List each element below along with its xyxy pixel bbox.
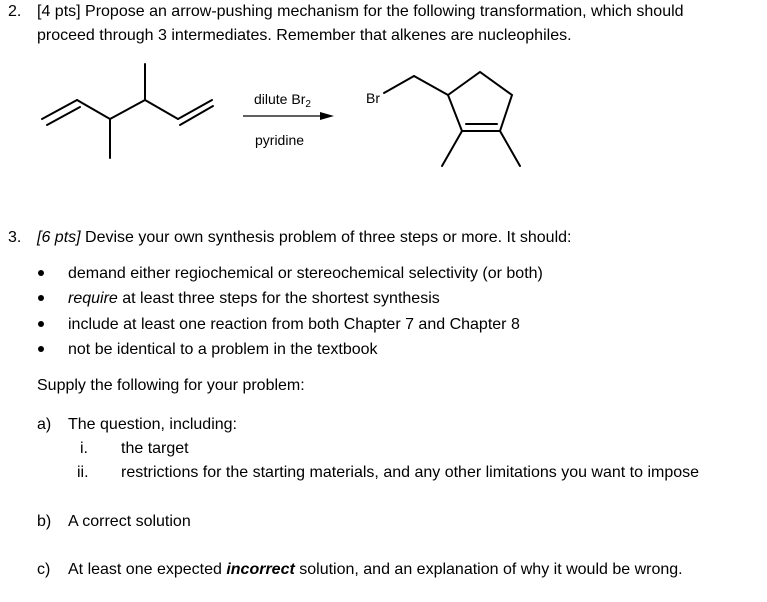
part-c-label: c) [37,561,51,578]
question-2-line-2: proceed through 3 intermediates. Remember that alkenes are nucleophiles. [37,27,572,44]
supply-instruction: Supply the following for your problem: [37,377,305,394]
bullet-dot [38,346,44,352]
question-3-intro [37,228,571,248]
part-a-label: a) [37,416,52,433]
part-a-ii-label: ii. [77,464,89,481]
question-2-line-1: [4 pts] Propose an arrow-pushing mechanism for the following transformation, which should [37,3,684,20]
reactant-structure [42,64,213,158]
part-c-text-post: solution, and an explanation of why it would be wrong. [294,561,683,578]
reagent-top-subscript: 2 [305,99,311,110]
reaction-scheme [0,0,767,230]
part-b-label: b) [37,513,52,530]
part-c-emphasis: incorrect [226,561,295,578]
part-c-text [68,560,683,580]
part-a-i-text: the target [121,440,189,457]
reagent-top-main: dilute Br [254,91,306,107]
bullet-item-2 [68,289,440,309]
bullet-dot [38,270,44,276]
bullet-dot [38,321,44,327]
part-c-text-pre: At least one expected [68,561,227,578]
part-b-text: A correct solution [68,513,191,530]
bullet-dot [38,295,44,301]
bullet-item-2-text: at least three steps for the shortest synthesis [117,290,440,307]
question-3-number: 3. [8,229,22,246]
question-3-points: [6 pts] [37,229,81,246]
product-bromine-label: Br [366,90,380,106]
bullet-item-3: include at least one reaction from both Chapter 7 and Chapter 8 [68,316,520,333]
product-structure [384,72,520,166]
part-a-ii-text: restrictions for the starting materials, and any other limitations you want to impose [121,464,700,481]
bullet-item-4: not be identical to a problem in the textbook [68,341,378,358]
reagent-bottom: pyridine [255,132,305,148]
question-3-intro-text: Devise your own synthesis problem of three steps or more. It should: [80,229,572,246]
part-a-text: The question, including: [68,416,237,433]
question-2-number: 2. [8,3,22,20]
reagent-top [254,89,311,115]
part-a-i-label: i. [80,440,88,457]
bullet-item-1: demand either regiochemical or stereochemical selectivity (or both) [68,265,543,282]
bullet-item-2-emphasis: require [68,290,118,307]
